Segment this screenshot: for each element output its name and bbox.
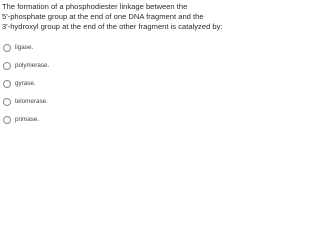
question-line: 3'-hydroxyl group at the end of the other fragment is catalyzed by: — [2, 22, 223, 31]
radio-button[interactable] — [3, 62, 11, 70]
question-line: 5'-phosphate group at the end of one DNA fragment and the — [2, 12, 204, 21]
option-label: polymerase. — [15, 62, 50, 69]
radio-button[interactable] — [3, 116, 11, 124]
option-label: telomerase. — [15, 98, 48, 105]
question-text — [2, 2, 223, 32]
radio-button[interactable] — [3, 44, 11, 52]
radio-button[interactable] — [3, 98, 11, 106]
option-polymerase[interactable] — [3, 57, 199, 75]
answer-options — [3, 39, 199, 129]
option-label: gyrase. — [15, 80, 36, 87]
option-label: primase. — [15, 116, 40, 123]
option-gyrase[interactable] — [3, 75, 199, 93]
option-primase[interactable] — [3, 111, 199, 129]
radio-button[interactable] — [3, 80, 11, 88]
option-telomerase[interactable] — [3, 93, 199, 111]
option-ligase[interactable] — [3, 39, 199, 57]
option-label: ligase. — [15, 44, 34, 51]
question-line: The formation of a phosphodiester linkage between the — [2, 2, 188, 11]
